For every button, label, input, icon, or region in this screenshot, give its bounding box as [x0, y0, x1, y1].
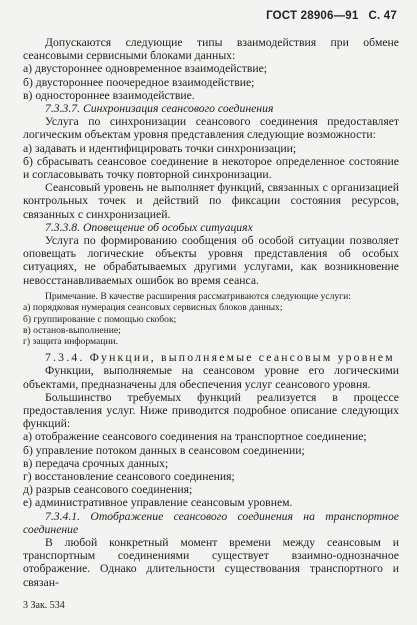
paragraph: Сеансовый уровень не выполняет функций, связанных с организацией контрольных точек и действий по фиксации состояния ресурсов, связанных с синхронизацией. — [23, 181, 399, 221]
note-list-item: в) останов-выполнение; — [23, 324, 121, 336]
list-item: г) восстановление сеансового соединения; — [23, 470, 235, 483]
list-item: б) сбрасывать сеансовое соединение в некоторое определенное состояние и согласовывать точку повторной синхронизации. — [23, 154, 399, 182]
paragraph: Допускаются следующие типы взаимодействия при обмене сеансовыми сервисными блоками данных: — [23, 36, 399, 63]
page-number: С. 47 — [368, 10, 397, 22]
list-item: в) одностороннее взаимодействие. — [23, 88, 195, 102]
list-item: а) задавать и идентифицировать точки синхронизации; — [23, 141, 297, 155]
paragraph: Функции, выполняемые на сеансовом уровне его логическими объектами, предназначены для обеспечения услуг сеансового уровня. — [23, 364, 399, 391]
list-item: б) управление потоком данных в сеансовом соединении; — [23, 443, 305, 457]
paragraph: Большинство требуемых функций реализуется в процессе предоставления услуг. Ниже приводится подробное описание следующих функций: — [23, 390, 399, 431]
section-heading: 7.3.3.8. Оповещение об особых ситуациях — [45, 220, 253, 234]
page-header — [266, 10, 397, 22]
list-item: б) двустороннее поочередное взаимодействие; — [23, 75, 255, 89]
note-list-item: а) порядковая нумерация сеансовых сервисных блоков данных; — [23, 302, 283, 314]
list-item: д) разрыв сеансового соединения; — [23, 483, 193, 497]
paragraph: Услуга по синхронизации сеансового соединения предоставляет логическим объектам уровня представления следующие возможности: — [23, 115, 399, 142]
note-list-item: г) защита информации. — [23, 335, 119, 347]
standard-number: ГОСТ 28906—91 — [266, 10, 359, 22]
note: Примечание. В качестве расширения рассматриваются следующие услуги: — [45, 290, 351, 302]
section-heading: 7.3.4. Функции, выполняемые сеансовым уровнем — [45, 351, 395, 365]
list-item: а) двустороннее одновременное взаимодействие; — [23, 62, 268, 76]
paragraph: Услуга по формированию сообщения об особой ситуации позволяет оповещать логические объекты уровня представления об особых ситуациях, не обрабатываемых другими услугами, как возникновение невосстанавливаемых ошибок во время сеанса. — [23, 234, 399, 287]
note-list-item: б) группирование с помощью скобок; — [23, 313, 177, 325]
page-footer: 3 Зак. 534 — [23, 600, 65, 611]
list-item: е) административное управление сеансовым уровнем. — [23, 496, 293, 510]
section-heading: 7.3.4.1. Отображение сеансового соединения на транспортное соединение — [23, 509, 399, 536]
document-body — [23, 36, 399, 589]
paragraph: В любой конкретный момент времени между сеансовым и транспортным соединениями существует взаимно-однозначное отображение. Однако длительности существования транспортного и связан- — [23, 536, 399, 589]
list-item: в) передача срочных данных; — [23, 456, 169, 470]
section-heading: 7.3.3.7. Синхронизация сеансового соединения — [45, 102, 274, 116]
list-item: а) отображение сеансового соединения на транспортное соединение; — [23, 430, 367, 444]
